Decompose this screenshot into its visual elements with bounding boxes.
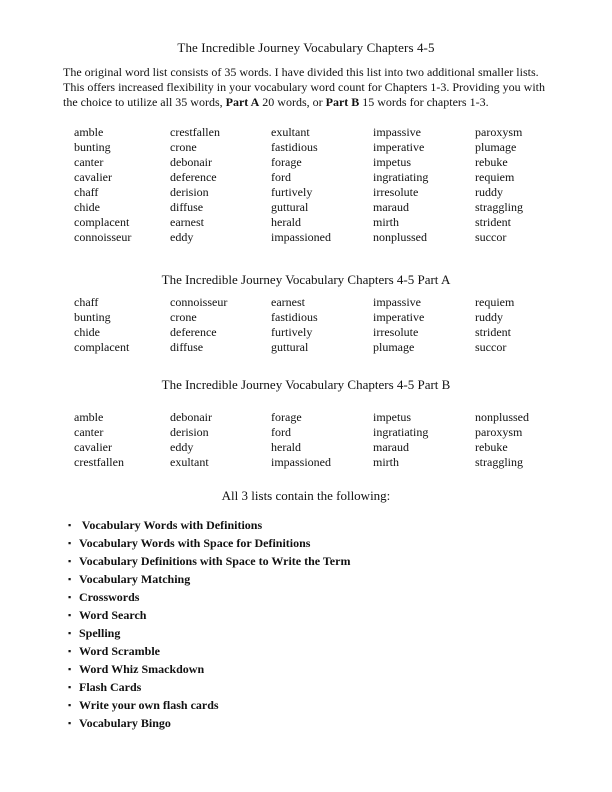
word: ford	[271, 170, 291, 184]
word: chide	[74, 200, 100, 214]
word: requiem	[475, 170, 515, 184]
word: rebuke	[475, 155, 508, 169]
full-list-column	[271, 125, 331, 245]
word: deference	[170, 325, 217, 339]
word: maraud	[373, 200, 409, 214]
word: herald	[271, 215, 301, 229]
word: earnest	[170, 215, 204, 229]
list-item	[68, 642, 350, 660]
feature-label: Flash Cards	[79, 680, 142, 694]
word: connoisseur	[74, 230, 132, 244]
word: maraud	[373, 440, 409, 454]
word: eddy	[170, 230, 194, 244]
part-b-column	[74, 410, 124, 470]
word: crone	[170, 140, 197, 154]
intro-line-3-post: 15 words for chapters 1-3.	[359, 95, 489, 109]
part-b-title: The Incredible Journey Vocabulary Chapters 4-5 Part B	[161, 377, 451, 392]
feature-label: Vocabulary Definitions with Space to Write the Term	[79, 554, 351, 568]
word: complacent	[74, 215, 130, 229]
word: paroxysm	[475, 125, 523, 139]
word: strident	[475, 215, 511, 229]
word: ruddy	[475, 185, 503, 199]
word: debonair	[170, 410, 212, 424]
bullet-icon: ▪	[68, 538, 72, 548]
word: ruddy	[475, 310, 503, 324]
full-list-column	[373, 125, 428, 245]
part-a-column	[170, 295, 227, 355]
word: guttural	[271, 200, 309, 214]
bullet-icon: ▪	[68, 574, 72, 584]
bullet-icon: ▪	[68, 610, 72, 620]
bullet-icon: ▪	[68, 718, 72, 728]
word: succor	[475, 340, 507, 354]
word: straggling	[475, 200, 523, 214]
word: debonair	[170, 155, 212, 169]
word: complacent	[74, 340, 130, 354]
feature-label: Word Whiz Smackdown	[79, 662, 205, 676]
word: furtively	[271, 325, 313, 339]
part-a-column	[475, 295, 514, 355]
word: derision	[170, 425, 209, 439]
word: irresolute	[373, 325, 419, 339]
part-b-column	[373, 410, 428, 470]
list-item	[68, 624, 350, 642]
word: mirth	[373, 455, 399, 469]
full-list-column	[475, 125, 523, 245]
main-title: The Incredible Journey Vocabulary Chapters 4-5	[177, 40, 435, 55]
list-item	[68, 588, 350, 606]
feature-label: Spelling	[79, 626, 121, 640]
part-a-column	[373, 295, 424, 355]
word: fastidious	[271, 140, 318, 154]
word: strident	[475, 325, 511, 339]
word: canter	[74, 155, 104, 169]
word: forage	[271, 410, 302, 424]
part-b-label: Part B	[325, 95, 360, 109]
list-item	[68, 606, 350, 624]
word: impetus	[373, 410, 411, 424]
word: plumage	[475, 140, 517, 154]
features-title: All 3 lists contain the following:	[221, 488, 391, 503]
intro-line-2: This offers increased flexibility in your vocabulary word count for Chapters 1-3. Providing you with	[63, 80, 546, 94]
list-item	[68, 552, 350, 570]
bullet-icon: ▪	[68, 592, 72, 602]
bullet-icon: ▪	[68, 646, 72, 656]
part-a-title: The Incredible Journey Vocabulary Chapters 4-5 Part A	[161, 272, 451, 287]
feature-label: Write your own flash cards	[79, 698, 219, 712]
bullet-icon: ▪	[68, 664, 72, 674]
feature-label: Vocabulary Matching	[79, 572, 191, 586]
word: cavalier	[74, 170, 112, 184]
word: furtively	[271, 185, 313, 199]
word: cavalier	[74, 440, 112, 454]
feature-label: Vocabulary Bingo	[79, 716, 171, 730]
word: chaff	[74, 185, 99, 199]
word: exultant	[271, 125, 310, 139]
list-item	[68, 714, 350, 732]
word: rebuke	[475, 440, 508, 454]
feature-label: Word Search	[79, 608, 147, 622]
part-b-column	[271, 410, 331, 470]
features-list	[68, 516, 350, 732]
list-item	[68, 660, 350, 678]
word: earnest	[271, 295, 305, 309]
list-item	[68, 678, 350, 696]
word: derision	[170, 185, 209, 199]
word: irresolute	[373, 185, 419, 199]
part-a-column	[271, 295, 318, 355]
word: guttural	[271, 340, 309, 354]
word: ford	[271, 425, 291, 439]
bullet-icon: ▪	[68, 682, 72, 692]
word: ingratiating	[373, 425, 429, 439]
list-item	[68, 696, 350, 714]
bullet-icon: ▪	[68, 628, 72, 638]
word: fastidious	[271, 310, 318, 324]
word: connoisseur	[170, 295, 228, 309]
list-item	[68, 570, 350, 588]
word: nonplussed	[373, 230, 427, 244]
word: mirth	[373, 215, 399, 229]
intro-line-3-pre: the choice to utilize all 35 words,	[63, 95, 226, 109]
word: succor	[475, 230, 507, 244]
feature-label: Word Scramble	[79, 644, 160, 658]
part-b-column	[475, 410, 529, 470]
word: eddy	[170, 440, 194, 454]
word: chide	[74, 325, 100, 339]
feature-label: Vocabulary Words with Definitions	[79, 518, 263, 532]
bullet-icon: ▪	[68, 520, 72, 530]
intro-line-3-mid: 20 words, or	[259, 95, 326, 109]
word: crestfallen	[170, 125, 220, 139]
word: impetus	[373, 155, 411, 169]
word: nonplussed	[475, 410, 529, 424]
full-list-column	[74, 125, 131, 245]
part-a-column	[74, 295, 129, 355]
full-list-column	[170, 125, 220, 245]
word: crestfallen	[74, 455, 124, 469]
list-item	[68, 534, 350, 552]
word: forage	[271, 155, 302, 169]
feature-label: Crosswords	[79, 590, 140, 604]
word: exultant	[170, 455, 209, 469]
word: plumage	[373, 340, 415, 354]
word: bunting	[74, 140, 111, 154]
bullet-icon: ▪	[68, 700, 72, 710]
word: canter	[74, 425, 104, 439]
word: paroxysm	[475, 425, 523, 439]
word: deference	[170, 170, 217, 184]
word: impassioned	[271, 455, 331, 469]
intro-line-3	[63, 95, 563, 110]
word: amble	[74, 410, 104, 424]
part-a-label: Part A	[225, 95, 260, 109]
bullet-icon: ▪	[68, 556, 72, 566]
word: impassioned	[271, 230, 331, 244]
list-item	[68, 516, 350, 534]
word: herald	[271, 440, 301, 454]
word: impassive	[373, 125, 421, 139]
part-b-column	[170, 410, 212, 470]
word: diffuse	[170, 340, 204, 354]
word: imperative	[373, 140, 425, 154]
word: requiem	[475, 295, 515, 309]
word: ingratiating	[373, 170, 429, 184]
intro-paragraph	[63, 65, 563, 110]
word: bunting	[74, 310, 111, 324]
word: amble	[74, 125, 104, 139]
word: imperative	[373, 310, 425, 324]
word: crone	[170, 310, 197, 324]
word: straggling	[475, 455, 523, 469]
feature-label: Vocabulary Words with Space for Definitions	[79, 536, 311, 550]
intro-line-1: The original word list consists of 35 words. I have divided this list into two additional smaller lists.	[63, 65, 539, 79]
word: impassive	[373, 295, 421, 309]
word: diffuse	[170, 200, 204, 214]
word: chaff	[74, 295, 99, 309]
